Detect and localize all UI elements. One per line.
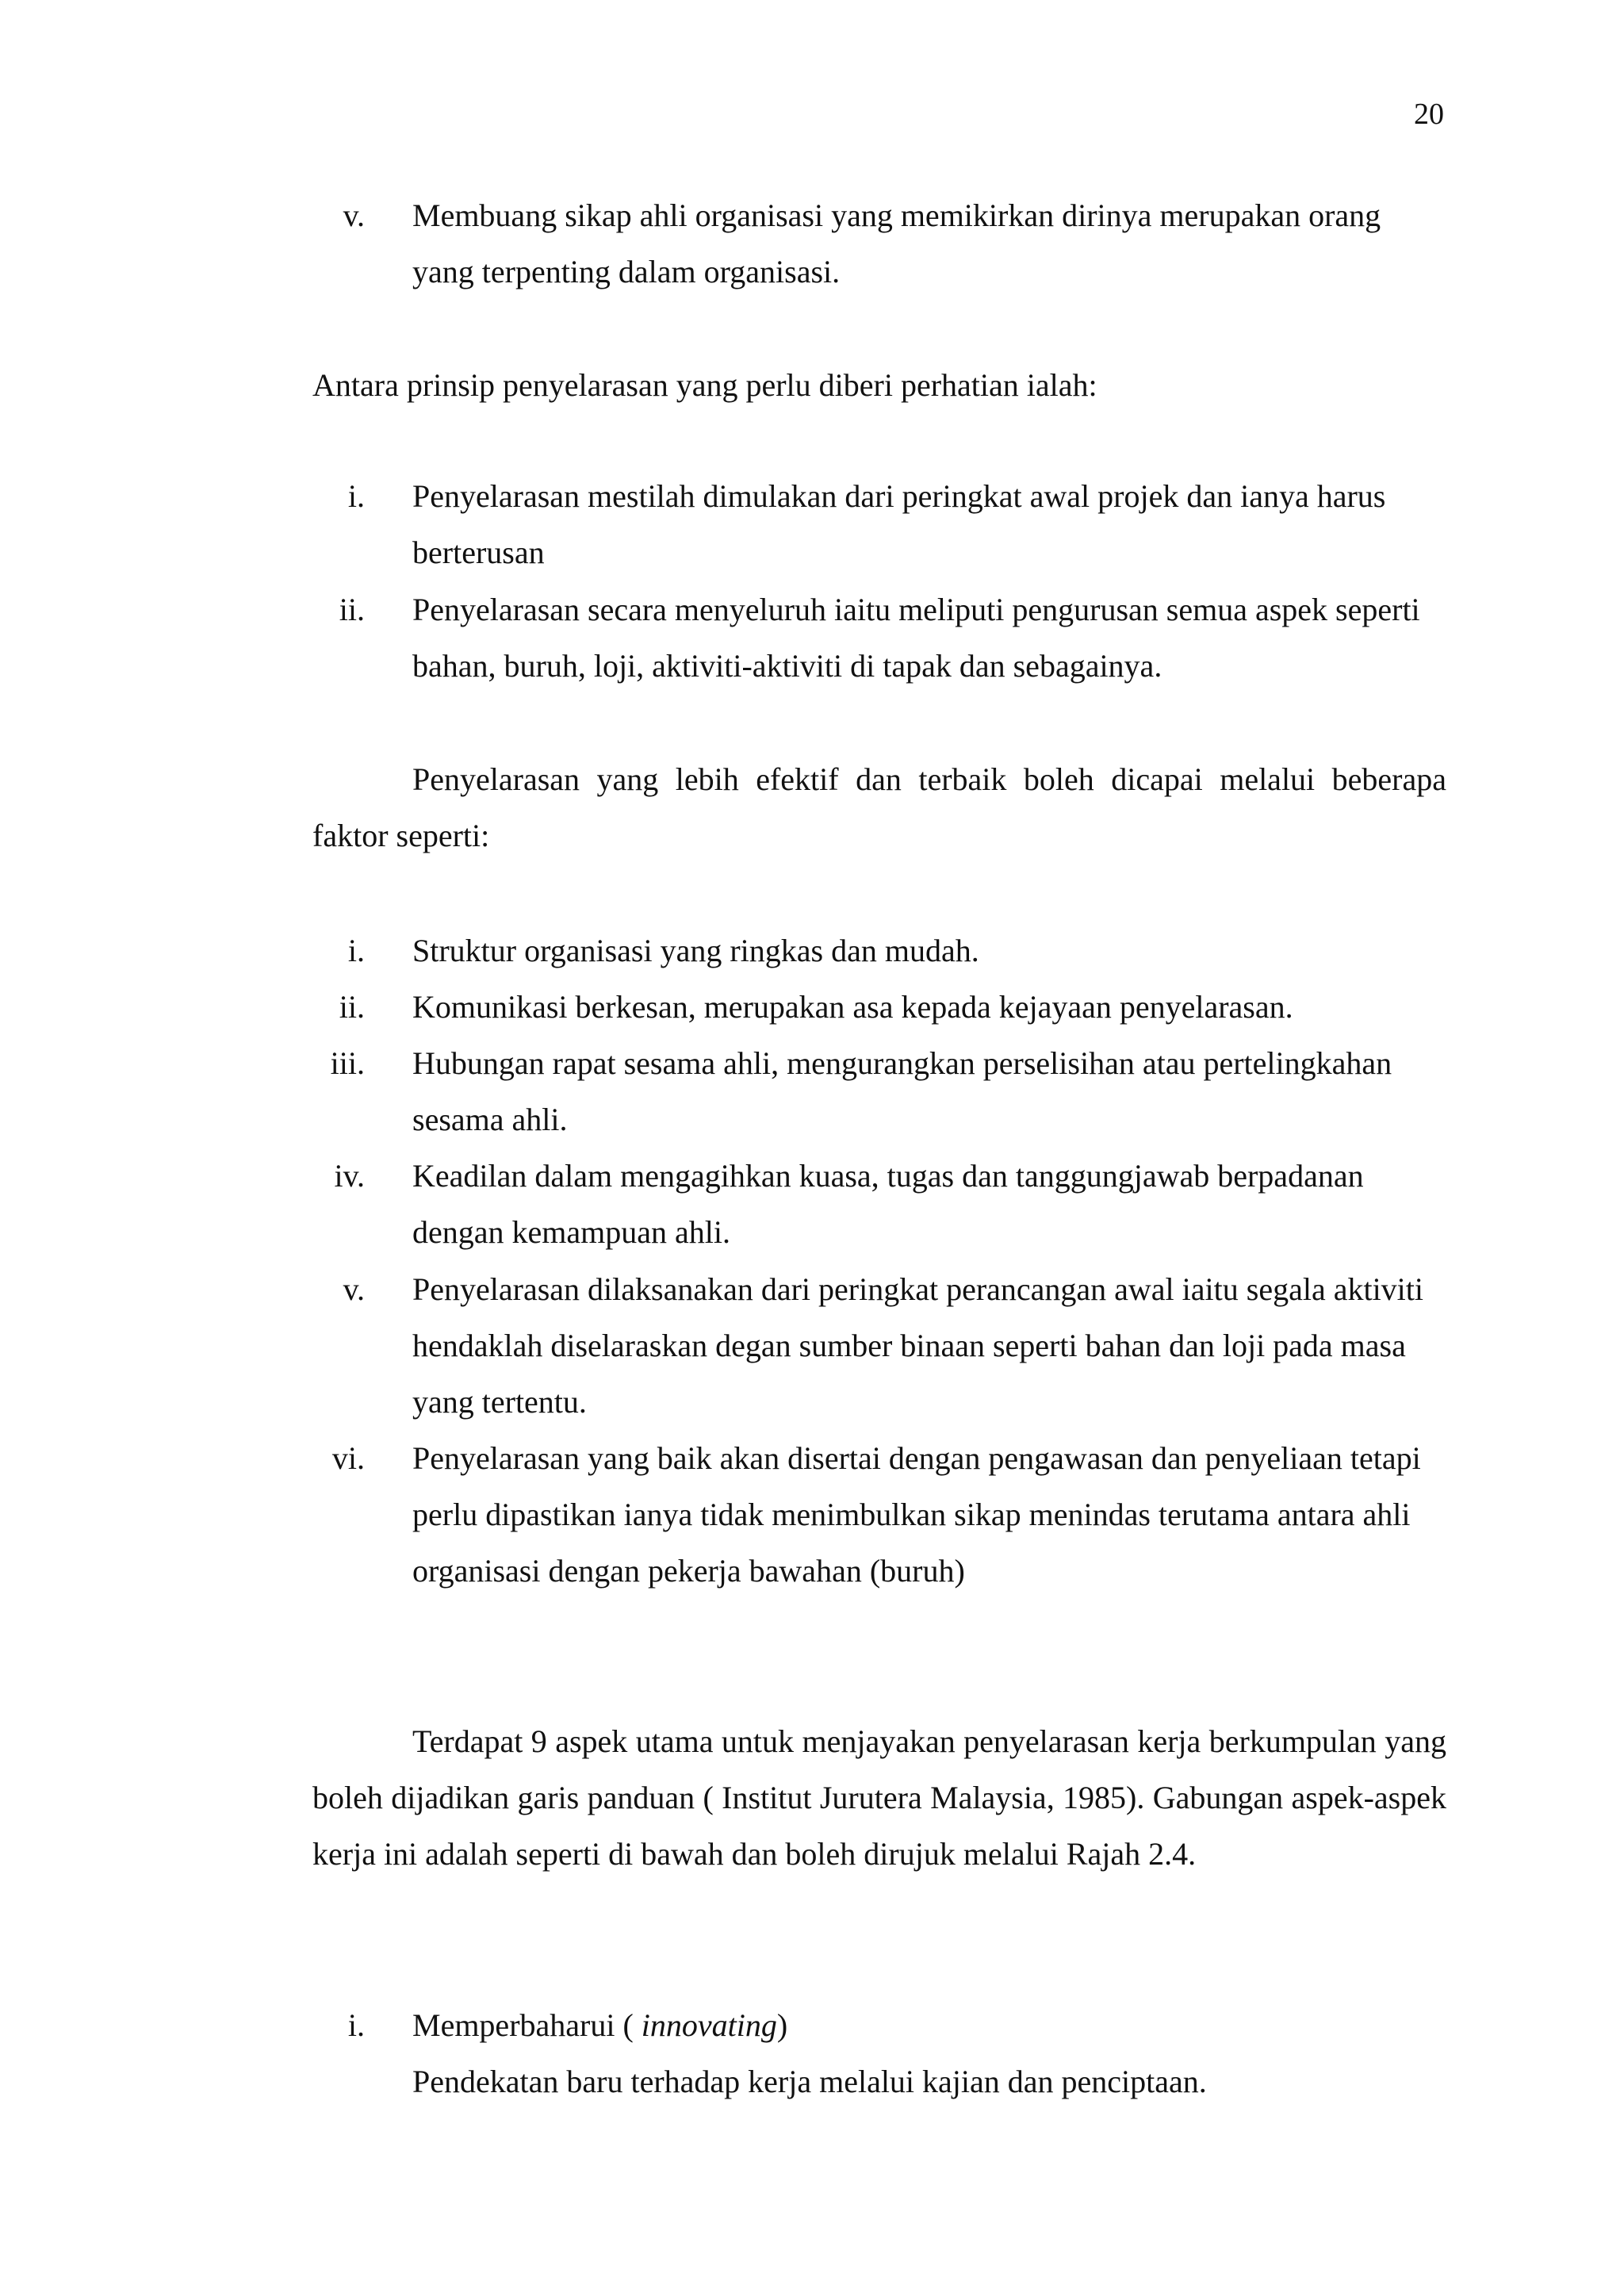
- paragraph-aspects: Terdapat 9 aspek utama untuk menjayakan penyelarasan kerja berkumpulan yang boleh dijadikan garis panduan ( Institut Jurutera Malaysia, 1985). Gabungan aspek-aspek kerja ini adalah seperti di bawah dan boleh dirujuk melalui Rajah 2.4.: [312, 1723, 1446, 1872]
- list-numeral: i.: [347, 2007, 365, 2043]
- paragraph-principles-intro: Antara prinsip penyelarasan yang perlu diberi perhatian ialah:: [312, 367, 1097, 403]
- aspect-title-prefix: Memperbaharui (: [412, 2007, 642, 2043]
- list-numeral: iii.: [330, 1045, 365, 1081]
- list-numeral: iv.: [334, 1158, 365, 1194]
- list-numeral: v.: [343, 1271, 365, 1307]
- page-number: 20: [1414, 98, 1444, 131]
- list-numeral: vi.: [331, 1440, 365, 1476]
- list-numeral: v.: [343, 197, 365, 233]
- aspect-title: [412, 1997, 1443, 2053]
- list-numeral: i.: [347, 933, 365, 968]
- list-text: Komunikasi berkesan, merupakan asa kepada kejayaan penyelarasan.: [412, 989, 1293, 1025]
- aspect-description: Pendekatan baru terhadap kerja melalui kajian dan penciptaan.: [412, 2064, 1207, 2099]
- list-text: Penyelarasan dilaksanakan dari peringkat perancangan awal iaitu segala aktiviti hendaklah diselaraskan degan sumber binaan seperti bahan dan loji pada masa yang tertentu.: [412, 1271, 1424, 1420]
- list-text: Struktur organisasi yang ringkas dan mudah.: [412, 933, 979, 968]
- list-numeral: ii.: [339, 592, 365, 627]
- list-numeral: ii.: [339, 989, 365, 1025]
- paragraph-factors-intro: Penyelarasan yang lebih efektif dan terbaik boleh dicapai melalui beberapa faktor seperti:: [312, 761, 1446, 853]
- list-numeral: i.: [347, 478, 365, 514]
- list-text: Membuang sikap ahli organisasi yang memikirkan dirinya merupakan orang yang terpenting dalam organisasi.: [412, 197, 1381, 289]
- list-text: Hubungan rapat sesama ahli, mengurangkan perselisihan atau pertelingkahan sesama ahli.: [412, 1045, 1392, 1137]
- aspect-title-suffix: ): [776, 2007, 788, 2043]
- list-text: Penyelarasan secara menyeluruh iaitu meliputi pengurusan semua aspek seperti bahan, buruh, loji, aktiviti-aktiviti di tapak dan sebagainya.: [412, 592, 1420, 684]
- list-text: Keadilan dalam mengagihkan kuasa, tugas dan tanggungjawab berpadanan dengan kemampuan ahli.: [412, 1158, 1364, 1250]
- aspect-title-italic: innovating: [641, 2007, 777, 2043]
- list-text: Penyelarasan yang baik akan disertai dengan pengawasan dan penyeliaan tetapi perlu dipastikan ianya tidak menimbulkan sikap menindas terutama antara ahli organisasi dengan pekerja bawahan (buruh): [412, 1440, 1421, 1589]
- list-text: Penyelarasan mestilah dimulakan dari peringkat awal projek dan ianya harus berterusan: [412, 478, 1386, 570]
